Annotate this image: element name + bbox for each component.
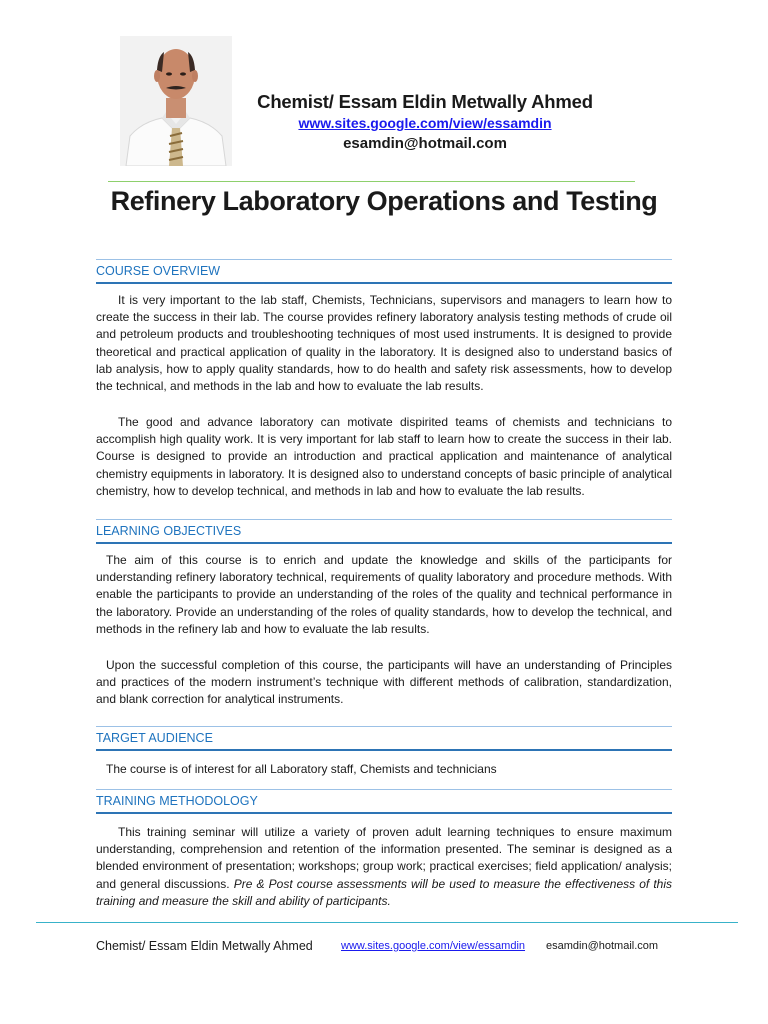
footer-divider xyxy=(36,922,738,923)
course-overview-paragraph-2 xyxy=(96,414,672,500)
learning-objectives-text-1: The aim of this course is to enrich and update the knowledge and skills of the participants for understanding refinery laboratory technical, requirements of quality laboratory and procedure methods. With enable the participants to provide an understanding of the roles of the quality and technical performance in the laboratory. Provide an understanding of the roles of quality standards, how to develop the technical, and methods in the refinery lab and how to evaluate the lab results. xyxy=(96,553,672,636)
footer-website-link[interactable]: www.sites.google.com/view/essamdin xyxy=(341,940,526,952)
header-divider xyxy=(108,181,635,182)
training-methodology-italic-text: Pre & Post course assessments will be used to measure the effectiveness of this training and measure the skill and ability of participants. xyxy=(96,876,673,908)
section-heading-target-audience: TARGET AUDIENCE xyxy=(96,727,672,751)
footer-author-name: Chemist/ Essam Eldin Metwally Ahmed xyxy=(96,939,313,953)
footer-email: esamdin@hotmail.com xyxy=(546,940,659,952)
learning-objectives-text-2: Upon the successful completion of this course, the participants will have an understanding of Principles and practices of the modern instrument’s technique with different methods of calibration, standardization, and blank correction for analytical instruments. xyxy=(96,658,672,707)
training-methodology-paragraph xyxy=(96,824,672,910)
learning-objectives-paragraph-2 xyxy=(96,657,672,709)
course-overview-paragraph-1 xyxy=(96,292,672,395)
target-audience-text: The course is of interest for all Laboratory staff, Chemists and technicians xyxy=(106,762,497,776)
training-methodology-text: This training seminar will utilize a variety of proven adult learning techniques to ensure maximum understanding, comprehension and retention of the information presented. The seminar is designed as a blended environment of presentation; workshops; group work; practical exercises; field application/ analysis; and general discussions. xyxy=(96,825,672,891)
section-heading-training-methodology: TRAINING METHODOLOGY xyxy=(96,790,672,814)
author-website-link[interactable]: www.sites.google.com/view/essamdin xyxy=(298,115,552,131)
course-overview-text-1: It is very important to the lab staff, Chemists, Technicians, supervisors and managers to learn how to create the success in their lab. The course provides refinery laboratory analysis testing methods of crude oil and petroleum products and troubleshooting techniques of most used instruments. It is designed to provide theoretical and practical application of quality in the laboratory. It is designed also to understand basics of lab analysis, how to apply quality standards, how to do health and safety risk assessments, how to develop the technical, and methods in the lab and how to evaluate the lab results. xyxy=(96,293,672,394)
section-heading-learning-objectives: LEARNING OBJECTIVES xyxy=(96,520,672,544)
page-footer xyxy=(96,937,696,955)
course-overview-text-2: The good and advance laboratory can motivate dispirited teams of chemists and technicians to accomplish high quality work. It is very important for lab staff to learn how to create the success in their lab. Course is designed to provide an introduction and practical application and maintenance of analytical chemistry equipments in laboratory. It is designed also to understand concepts of basic principle of analytical chemistry, how to develop technical, and methods in lab and how to evaluate the lab results. xyxy=(96,415,672,498)
author-email: esamdin@hotmail.com xyxy=(343,135,507,152)
section-heading-course-overview: COURSE OVERVIEW xyxy=(96,260,672,284)
author-photo xyxy=(120,36,232,166)
learning-objectives-paragraph-1 xyxy=(96,552,672,638)
target-audience-paragraph xyxy=(96,761,672,778)
author-header xyxy=(250,90,600,154)
document-title: Refinery Laboratory Operations and Testing xyxy=(110,186,658,216)
author-name: Chemist/ Essam Eldin Metwally Ahmed xyxy=(257,91,593,112)
